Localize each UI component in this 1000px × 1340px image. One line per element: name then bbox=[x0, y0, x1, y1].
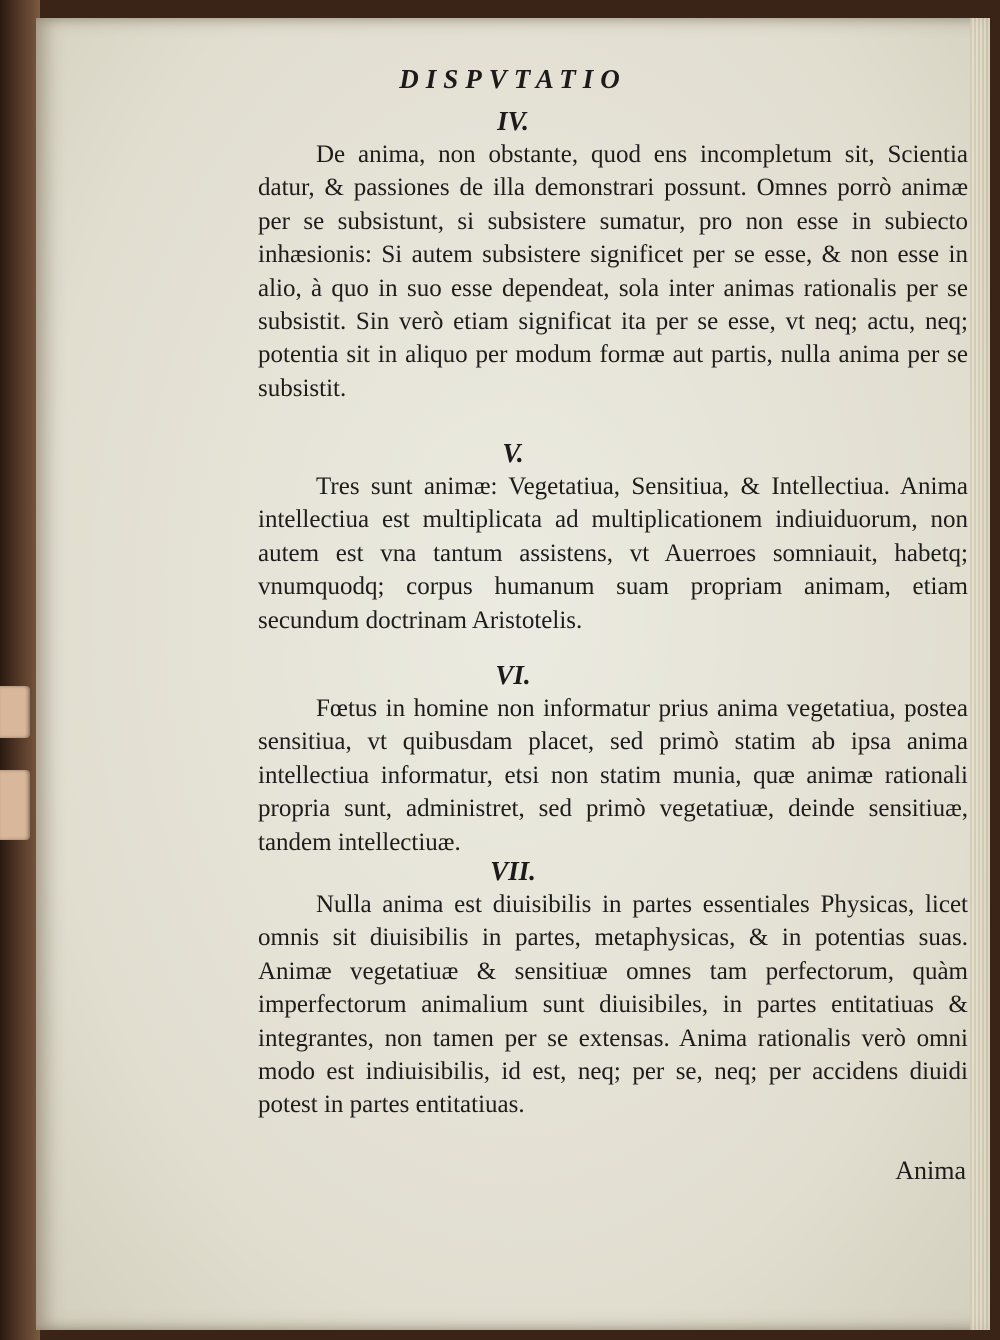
section-numeral-vii: VII. bbox=[490, 856, 536, 886]
section-numeral-v: V. bbox=[502, 438, 524, 468]
section-text-vi: Fœtus in homine non informatur prius anima vegetatiua, postea sensitiua, vt quibusdam placet, sed primò statim ab ipsa anima intellectiua informatur, etsi non statim munia, quæ animæ rationali propria sunt, administret, sed primò vegetatiuæ, deinde sensitiuæ, tandem intellectiuæ. bbox=[258, 695, 968, 856]
page-tab-lower bbox=[0, 770, 30, 840]
section-numeral-iv: IV. bbox=[497, 106, 529, 136]
catchword: Anima bbox=[895, 1156, 966, 1185]
page-tab-upper bbox=[0, 686, 30, 738]
page-title: DISPVTATIO bbox=[399, 64, 627, 94]
section-text-iv: De anima, non obstante, quod ens incompletum sit, Scientia datur, & passiones de illa demonstrari possunt. Omnes porrò animæ per se subsistunt, si subsistere sumatur, pro non esse in subiecto inhæsionis: Si autem subsistere significet per se esse, & non esse in alio, à quo in suo esse dependeat, sola inter animas rationalis per se subsistit. Sin verò etiam significat ita per se esse, vt neq; actu, neq; potentia sit in aliquo per modum formæ aut partis, nulla anima per se subsistit. bbox=[258, 141, 968, 402]
section-text-vii: Nulla anima est diuisibilis in partes essentiales Physicas, licet omnis sit diuisibilis in partes, metaphysicas, & in potentias suas. Animæ vegetatiuæ & sensitiuæ omnes tam perfectorum, quàm imperfectorum animalium sunt diuisibiles, in partes entitatiuas & integrantes, non tamen per se extensas. Anima rationalis verò omni modo est indiuisibilis, id est, neq; per se, neq; per accidens diuidi potest in partes entitatiuas. bbox=[258, 891, 968, 1119]
section-text-v: Tres sunt animæ: Vegetatiua, Sensitiua, & Intellectiua. Anima intellectiua est multiplicata ad multiplicationem indiuiduorum, non autem est vna tantum assistens, vt Auerroes somniauit, habetq; vnumquodq; corpus humanum suam propriam animam, etiam secundum doctrinam Aristotelis. bbox=[258, 473, 968, 634]
book-spine bbox=[0, 0, 40, 1340]
section-numeral-vi: VI. bbox=[495, 660, 531, 690]
book-page bbox=[36, 18, 990, 1330]
